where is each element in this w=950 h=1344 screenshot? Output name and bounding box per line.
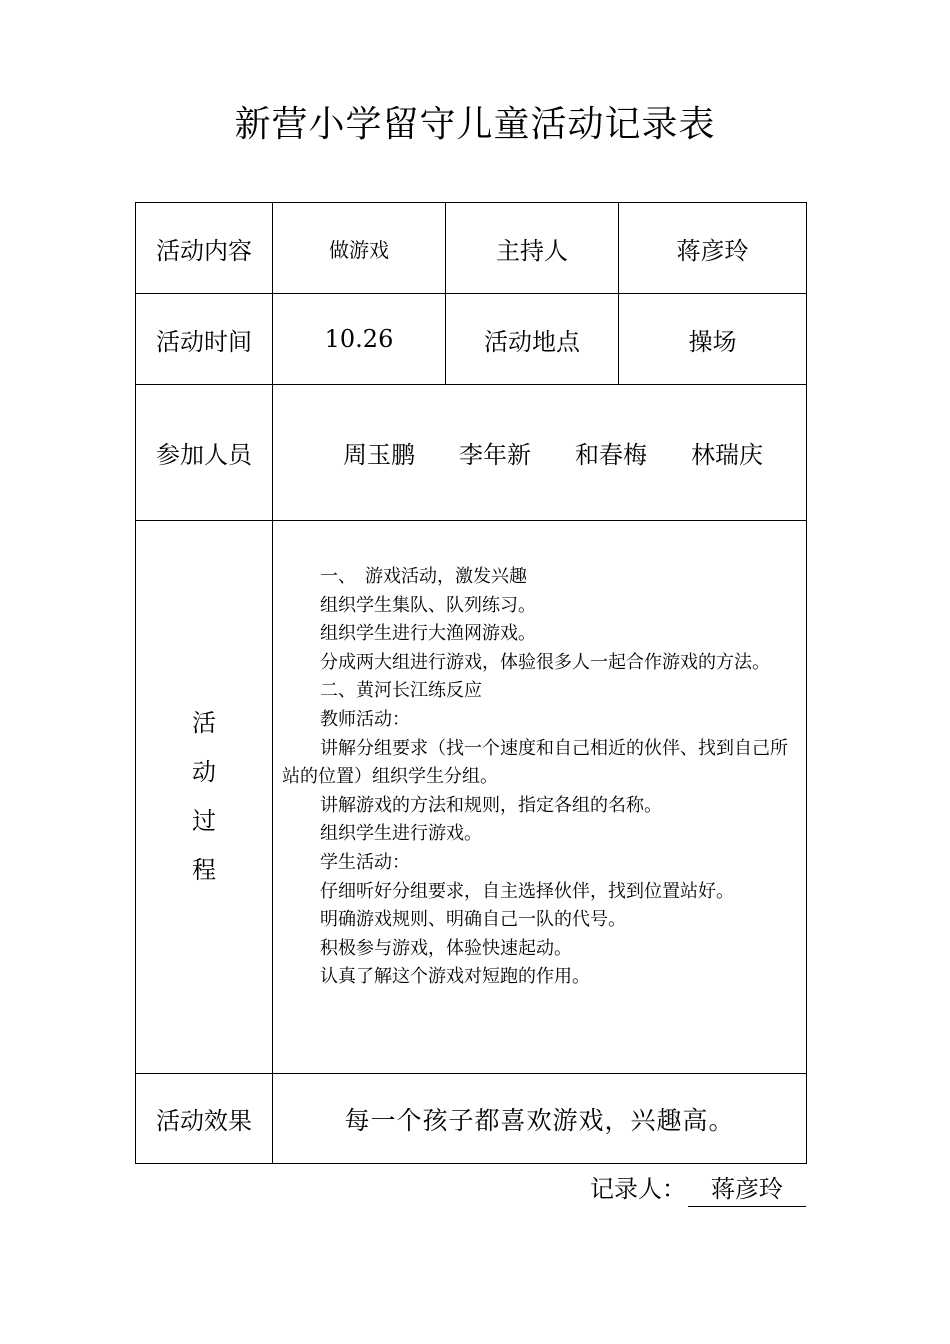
process-line: 组织学生进行游戏。: [320, 823, 482, 845]
activity-record-table: [135, 202, 807, 1164]
table-row-participants: [136, 385, 807, 521]
recorder-label: 记录人：: [590, 1175, 686, 1203]
process-line: 仔细听好分组要求，自主选择伙伴，找到位置站好。: [320, 880, 734, 902]
process-label-char: 动: [192, 758, 216, 786]
participants-list: [273, 385, 807, 521]
place-value: 操场: [619, 294, 807, 385]
process-label-char: 程: [192, 856, 216, 884]
host-label: 主持人: [446, 203, 619, 294]
process-line: 积极参与游戏，体验快速起动。: [320, 937, 572, 959]
host-value: 蒋彦玲: [619, 203, 807, 294]
effect-label: 活动效果: [136, 1074, 273, 1164]
time-label: 活动时间: [136, 294, 273, 385]
participant-name: 周玉鹏: [343, 441, 415, 469]
process-content: [273, 521, 807, 1074]
time-value: 10.26: [273, 294, 446, 385]
participant-name: 李年新: [459, 441, 531, 469]
content-value: 做游戏: [273, 203, 446, 294]
process-line: 讲解游戏的方法和规则，指定各组的名称。: [320, 794, 662, 816]
process-line: 教师活动：: [320, 708, 410, 730]
table-row-content: [136, 203, 807, 294]
participant-name: 和春梅: [575, 441, 647, 469]
process-line: 组织学生进行大渔网游戏。: [320, 623, 536, 645]
table-row-process: [136, 521, 807, 1074]
process-label-char: 过: [192, 807, 216, 835]
process-line: 分成两大组进行游戏，体验很多人一起合作游戏的方法。: [320, 651, 770, 673]
participants-label: 参加人员: [136, 385, 273, 521]
table-row-time: [136, 294, 807, 385]
process-line: 讲解分组要求（找一个速度和自己相近的伙伴、找到自己所站的位置）组织学生分组。: [282, 737, 788, 788]
content-label: 活动内容: [136, 203, 273, 294]
document-title: 新营小学留守儿童活动记录表: [234, 104, 716, 145]
process-label-char: 活: [192, 709, 216, 737]
process-line: 学生活动：: [320, 851, 410, 873]
participant-name: 林瑞庆: [691, 441, 763, 469]
table-row-effect: [136, 1074, 807, 1164]
recorder-name: 蒋彦玲: [688, 1172, 806, 1207]
process-line: 一、 游戏活动，激发兴趣: [320, 566, 527, 587]
process-label: [136, 521, 273, 1074]
place-label: 活动地点: [446, 294, 619, 385]
effect-value: 每一个孩子都喜欢游戏，兴趣高。: [273, 1074, 807, 1164]
process-line: 明确游戏规则、明确自己一队的代号。: [320, 909, 626, 931]
process-line: 认真了解这个游戏对短跑的作用。: [320, 966, 590, 988]
process-line: 组织学生集队、队列练习。: [320, 594, 536, 616]
process-line: 二、黄河长江练反应: [320, 680, 482, 702]
